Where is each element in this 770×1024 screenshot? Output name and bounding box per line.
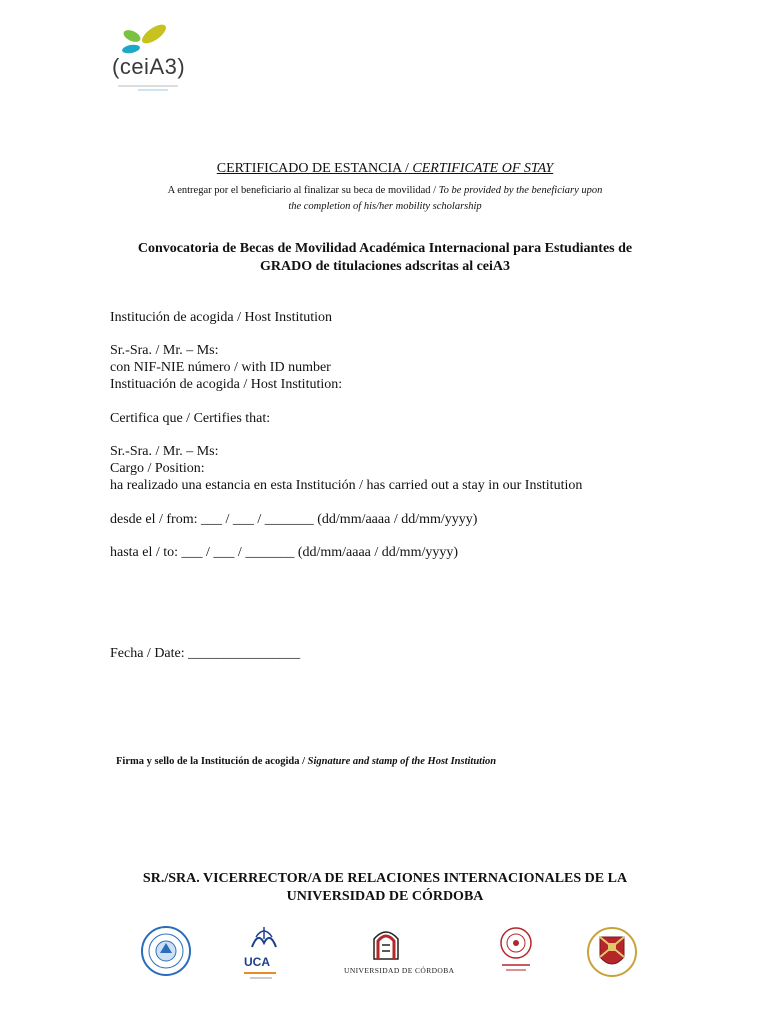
uca-logo xyxy=(244,925,284,979)
position-label: Cargo / Position: xyxy=(110,461,205,476)
host-institution-label-2: Instituación de acogida / Host Institution: xyxy=(110,377,343,392)
cordoba-logo xyxy=(344,925,455,979)
recipient-line1: SR./SRA. VICERRECTOR/A DE RELACIONES INTERNACIONALES DE LA xyxy=(142,871,628,886)
university-seal-red-icon xyxy=(496,925,536,977)
call-heading xyxy=(90,240,680,276)
uca-wordmark: UCA xyxy=(244,955,270,969)
cordoba-wordmark: UNIVERSIDAD DE CÓRDOBA xyxy=(344,966,455,975)
title-spanish: CERTIFICADO DE ESTANCIA / xyxy=(216,161,413,176)
subtitle-english-1: To be provided by the beneficiary upon xyxy=(438,185,603,196)
date-field: Fecha / Date: ________________ xyxy=(110,646,301,661)
subtitle-spanish: A entregar por el beneficiario al finalizar su beca de movilidad / xyxy=(167,185,439,196)
nif-label: con NIF-NIE número / with ID number xyxy=(110,360,331,375)
ceia3-logo xyxy=(104,22,190,98)
signature-english: Signature and stamp of the Host Institution xyxy=(307,756,497,767)
call-heading-line2: GRADO de titulaciones adscritas al ceiA3 xyxy=(259,259,511,274)
host-institution-label: Institución de acogida / Host Institution xyxy=(110,310,333,325)
leaves-icon xyxy=(104,22,190,56)
uca-underline-graphic xyxy=(244,971,284,981)
university-logos xyxy=(0,925,770,985)
certifies-label: Certifica que / Certifies that: xyxy=(110,411,271,426)
cordoba-arch-icon xyxy=(344,925,428,961)
recipient-heading xyxy=(90,870,680,906)
document-subtitle xyxy=(100,183,670,215)
to-date-field: hasta el / to: ___ / ___ / _______ (dd/mm/aaaa / dd/mm/yyyy) xyxy=(110,545,459,560)
signature-spanish: Firma y sello de la Institución de acogida / xyxy=(116,756,308,767)
university-shield-icon xyxy=(586,925,638,979)
stay-statement: ha realizado una estancia en esta Institución / has carried out a stay in our Institution xyxy=(110,478,583,493)
subtitle-english-2: the completion of his/her mobility scholarship xyxy=(288,201,482,212)
university-seal-blue-icon xyxy=(140,925,192,977)
sr-sra-label-1: Sr.-Sra. / Mr. – Ms: xyxy=(110,343,219,358)
call-heading-line1: Convocatoria de Becas de Movilidad Académica Internacional para Estudiantes de xyxy=(137,241,633,256)
from-date-field: desde el / from: ___ / ___ / _______ (dd/mm/aaaa / dd/mm/yyyy) xyxy=(110,512,478,527)
document-title xyxy=(0,161,770,177)
ceia3-wordmark: (ceiA3) xyxy=(112,54,186,79)
title-english: CERTIFICATE OF STAY xyxy=(412,161,554,176)
sr-sra-label-2: Sr.-Sra. / Mr. – Ms: xyxy=(110,444,219,459)
recipient-line2: UNIVERSIDAD DE CÓRDOBA xyxy=(286,889,484,904)
logo-tagline-graphic xyxy=(118,83,178,93)
signature-label xyxy=(116,756,496,767)
uca-crown-icon xyxy=(244,925,284,951)
